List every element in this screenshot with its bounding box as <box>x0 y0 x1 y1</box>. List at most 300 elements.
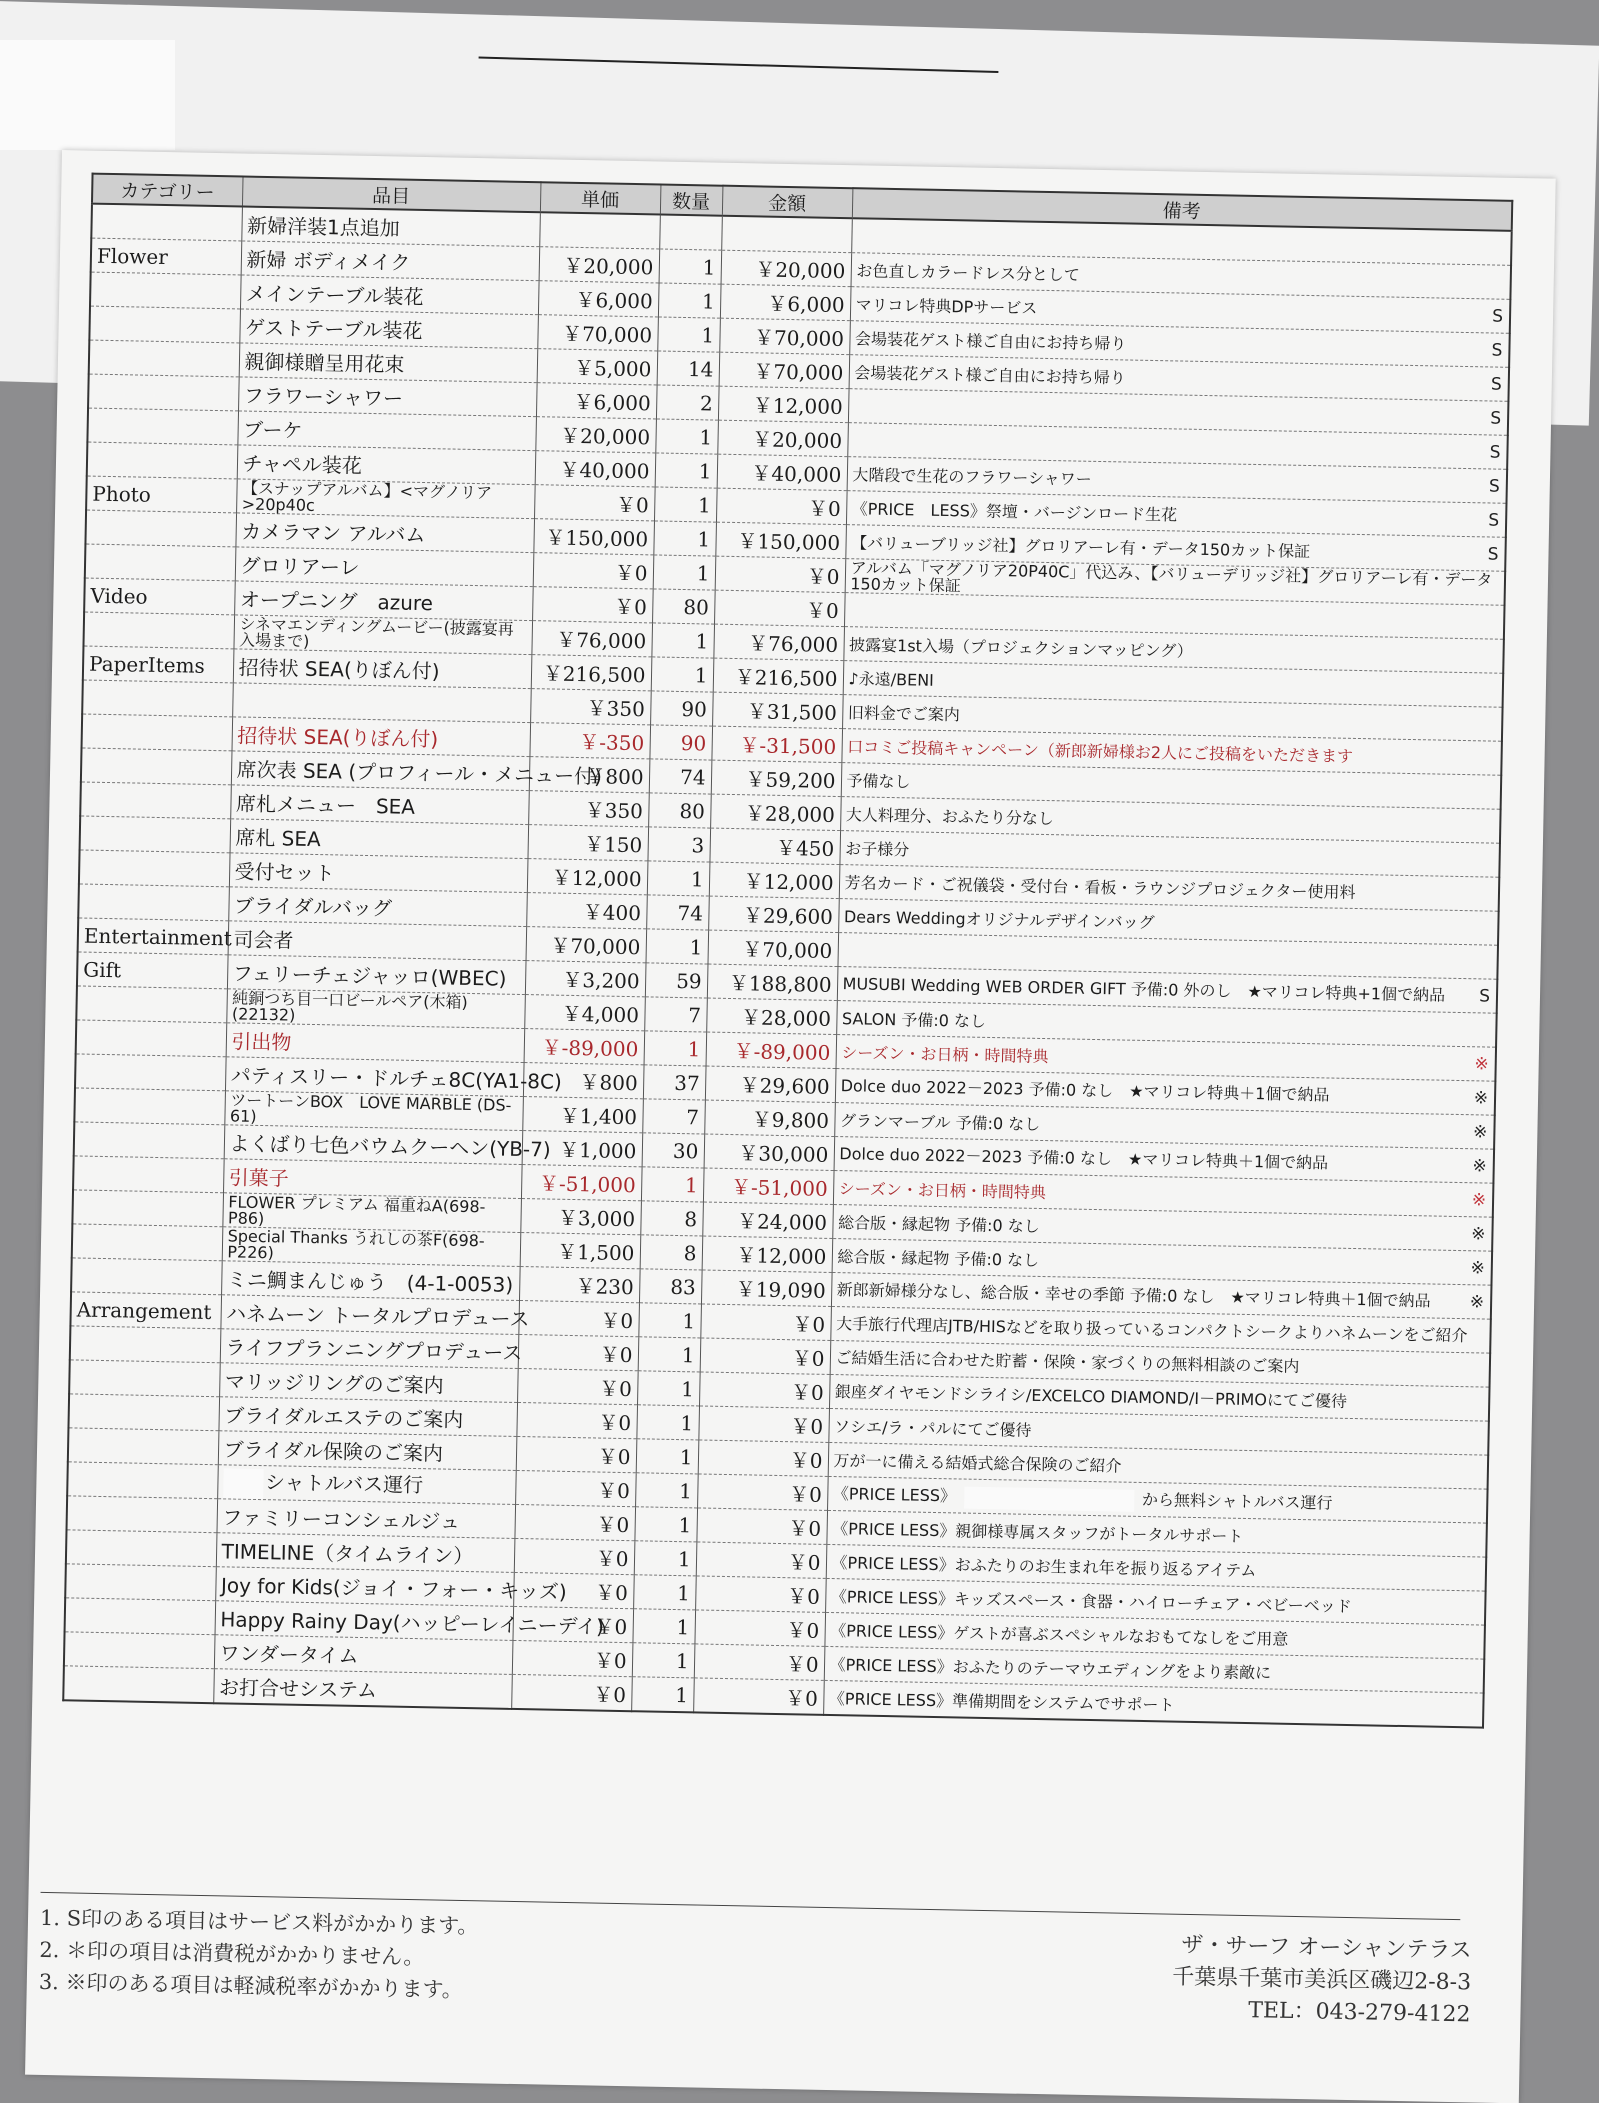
row-note-text: 大手旅行代理店JTB/HISなどを取り扱っているコンパクトシークよりハネムーンをご紹介 <box>835 1313 1468 1345</box>
row-amount: ￥0 <box>698 1406 829 1442</box>
row-item-label: ファミリーコンシェルジュ <box>222 1505 461 1534</box>
reduced-tax-mark: ※ <box>1473 1087 1489 1109</box>
row-quantity: 1 <box>657 317 720 352</box>
row-unit-price: ￥350 <box>528 791 649 827</box>
row-item-label: ツートーンBOX LOVE MARBLE (DS-61) <box>229 1089 512 1126</box>
row-unit-price: ￥4,000 <box>524 995 645 1031</box>
row-quantity: 3 <box>647 827 710 862</box>
row-item <box>215 1601 605 1641</box>
row-category <box>65 1598 216 1635</box>
row-amount: ￥70,000 <box>707 930 838 966</box>
row-unit-price: ￥0 <box>518 1334 639 1370</box>
row-amount: ￥19,090 <box>701 1270 832 1306</box>
row-amount: ￥0 <box>695 1576 826 1612</box>
row-item-label: シャトルバス運行 <box>264 1470 424 1498</box>
row-note-suffix: から無料シャトルバス運行 <box>1141 1490 1333 1513</box>
row-amount: ￥31,500 <box>712 692 843 728</box>
row-item <box>233 615 532 655</box>
row-item <box>236 479 535 519</box>
row-category: Photo <box>86 476 237 513</box>
row-note-text: SALON 予備:0 なし <box>841 1009 987 1031</box>
row-amount: ￥12,000 <box>718 386 849 422</box>
estimate-sheet <box>25 150 1556 2103</box>
row-item-label: マリッジリングのご案内 <box>224 1369 444 1398</box>
row-item <box>232 683 531 723</box>
row-category <box>87 408 238 445</box>
row-amount: ￥0 <box>698 1440 829 1476</box>
row-note-text: 《PRICE LESS》親御様専属スタッフがトータルサポート <box>831 1519 1244 1546</box>
row-note-text <box>857 236 1505 248</box>
row-quantity: 1 <box>632 1643 695 1678</box>
row-note-text: シーズン・お日柄・時間特典 <box>841 1043 1049 1067</box>
row-quantity: 14 <box>657 351 720 386</box>
row-item-label: お打合せシステム <box>218 1675 378 1703</box>
row-quantity: 7 <box>642 1099 705 1134</box>
row-quantity: 1 <box>659 249 722 284</box>
row-item <box>226 1023 525 1063</box>
row-note-text: グランマーブル 予備:0 なし <box>839 1111 1041 1134</box>
row-category <box>76 986 227 1023</box>
row-quantity: 1 <box>655 419 718 454</box>
row-unit-price: ￥1,400 <box>522 1097 643 1133</box>
row-item-label: 新婦 ボディメイク <box>246 247 411 275</box>
header-quantity: 数量 <box>660 184 723 215</box>
row-note-text: Dolce duo 2022－2023 予備:0 なし ★マリコレ特典＋1個で納品 <box>840 1075 1330 1105</box>
row-category <box>67 1496 218 1533</box>
row-item <box>216 1533 515 1573</box>
row-category <box>70 1326 221 1363</box>
row-amount: ￥0 <box>696 1508 827 1544</box>
row-category <box>69 1360 220 1397</box>
row-item-label: チャペル装花 <box>242 451 363 478</box>
row-quantity: 1 <box>635 1473 698 1508</box>
row-amount: ￥12,000 <box>709 862 840 898</box>
row-unit-price: ￥0 <box>515 1470 636 1506</box>
row-note-text: 新郎新婦様分なし、総合版・幸せの季節 予備:0 なし ★マリコレ特典＋1個で納品 <box>836 1279 1431 1310</box>
row-item-label: ワンダータイム <box>219 1641 359 1668</box>
row-item-label: TIMELINE（タイムライン） <box>221 1539 474 1569</box>
row-note-text: Dears Weddingオリジナルデザインバッグ <box>843 907 1155 933</box>
row-unit-price: ￥6,000 <box>536 383 657 419</box>
row-amount: ￥6,000 <box>720 284 851 320</box>
footnote-3: 3. ※印のある項目は軽減税率がかかります。 <box>38 1969 464 2003</box>
row-unit-price: ￥5,000 <box>537 349 658 385</box>
row-category <box>83 612 234 649</box>
row-note-text: 《PRICE LESS》準備期間をシステムでサポート <box>828 1689 1175 1715</box>
row-quantity: 1 <box>653 521 716 556</box>
table-body <box>63 204 1511 1728</box>
row-note-text: ♪永遠/BENI <box>848 669 935 690</box>
row-category <box>87 442 238 479</box>
row-item <box>224 1091 523 1131</box>
row-category: Flower <box>91 238 242 275</box>
row-unit-price: ￥0 <box>534 485 655 521</box>
row-note-text: シーズン・お日柄・時間特典 <box>838 1179 1047 1203</box>
row-category <box>89 340 240 377</box>
row-item-label: グロリアーレ <box>240 553 360 580</box>
row-item-label: 引出物 <box>231 1029 292 1055</box>
row-unit-price: ￥0 <box>516 1402 637 1438</box>
row-quantity: 1 <box>634 1541 697 1576</box>
row-unit-price: ￥150 <box>527 825 648 861</box>
row-item-label: FLOWER プレミアム 福重ねA(698-P86) <box>227 1191 486 1228</box>
row-quantity: 1 <box>647 861 710 896</box>
row-quantity <box>659 214 722 250</box>
row-quantity: 74 <box>646 895 709 930</box>
footnote-1: 1. S印のある項目はサービス料がかかります。 <box>39 1905 479 1939</box>
row-unit-price: ￥0 <box>532 587 653 623</box>
back-sheet-rule <box>479 57 999 74</box>
row-unit-price: ￥800 <box>529 757 650 793</box>
row-category <box>82 680 233 717</box>
row-note-text <box>853 440 1501 452</box>
row-item-label: 招待状 SEA(りぼん付) <box>237 723 439 752</box>
row-unit-price: ￥-350 <box>529 723 650 759</box>
row-note-text: お子様分 <box>845 839 910 860</box>
row-quantity: 90 <box>650 691 713 726</box>
row-item <box>215 1567 567 1607</box>
row-category <box>74 1122 225 1159</box>
reduced-tax-mark: ※ <box>1471 1223 1486 1245</box>
row-amount: ￥-31,500 <box>711 726 842 762</box>
row-quantity: 1 <box>637 1371 700 1406</box>
service-charge-mark: S <box>1489 441 1501 463</box>
row-unit-price: ￥76,000 <box>531 621 652 657</box>
row-item <box>219 1363 518 1403</box>
row-note-text: 会場装花ゲスト様ご自由にお持ち帰り <box>854 329 1127 354</box>
row-unit-price: ￥12,000 <box>527 859 648 895</box>
row-unit-price: ￥40,000 <box>535 451 656 487</box>
row-item <box>222 1227 521 1267</box>
estimate-table <box>62 173 1513 1729</box>
row-note-prefix: 《PRICE LESS》 <box>832 1484 957 1506</box>
row-note-text: 銀座ダイヤモンドシライシ/EXCELCO DIAMOND/I－PRIMOにてご優待 <box>834 1381 1348 1411</box>
row-note-text: 口コミご投稿キャンペーン（新郎新婦様お2人にご投稿をいただきます <box>847 737 1354 766</box>
row-unit-price: ￥1,500 <box>520 1232 641 1268</box>
reduced-tax-mark: ※ <box>1472 1121 1488 1143</box>
row-category <box>85 544 236 581</box>
row-item-label: 引菓子 <box>228 1165 290 1191</box>
row-category <box>75 1054 226 1091</box>
footnotes <box>39 1902 479 2006</box>
row-quantity: 1 <box>633 1575 696 1610</box>
row-item-label: ブライダルエステのご案内 <box>224 1403 464 1432</box>
row-item-label: ブライダルバッグ <box>233 893 393 921</box>
row-item-label: ゲストテーブル装花 <box>244 315 423 343</box>
row-quantity: 1 <box>641 1167 704 1202</box>
row-category: Arrangement <box>70 1292 221 1329</box>
row-quantity: 1 <box>634 1507 697 1542</box>
row-unit-price <box>539 212 660 249</box>
row-quantity: 83 <box>639 1269 702 1304</box>
row-item <box>226 989 525 1029</box>
row-category <box>63 1666 214 1703</box>
row-amount: ￥12,000 <box>702 1236 833 1272</box>
row-unit-price: ￥0 <box>518 1300 639 1336</box>
row-unit-price: ￥20,000 <box>539 247 660 283</box>
row-unit-price: ￥0 <box>517 1368 638 1404</box>
row-category <box>91 204 242 241</box>
row-amount: ￥150,000 <box>715 522 846 558</box>
row-quantity: 8 <box>640 1201 703 1236</box>
row-amount: ￥20,000 <box>717 420 848 456</box>
row-quantity: 1 <box>658 283 721 318</box>
row-item <box>241 241 540 281</box>
row-quantity: 1 <box>654 487 717 522</box>
row-unit-price: ￥0 <box>512 1606 633 1642</box>
row-amount: ￥28,000 <box>706 998 837 1034</box>
reduced-tax-mark: ※ <box>1471 1189 1487 1211</box>
row-category: Video <box>84 578 235 615</box>
row-amount: ￥20,000 <box>721 250 852 286</box>
company-tel: TEL：043-279-4122 <box>1248 1998 1471 2028</box>
reduced-tax-mark: ※ <box>1474 1053 1489 1075</box>
row-note-text: お色直しカラードレス分として <box>856 261 1081 285</box>
row-item-label: ライフプランニングプロデュース <box>225 1335 523 1366</box>
row-note-text <box>843 950 1491 962</box>
row-item-label: 席次表 SEA (プロフィール・メニュー付) <box>236 757 603 789</box>
row-amount: ￥0 <box>700 1338 831 1374</box>
header-item: 品目 <box>242 176 541 212</box>
row-item <box>233 649 532 689</box>
row-item <box>213 1669 512 1709</box>
row-item-label: 受付セット <box>234 859 335 886</box>
row-note-text: 《PRICE LESS》祭壇・バージンロード生花 <box>851 499 1178 525</box>
row-category <box>65 1564 216 1601</box>
row-item-label: 親御様贈呈用花束 <box>244 349 405 377</box>
row-item-label: 司会者 <box>233 927 294 953</box>
row-unit-price: ￥350 <box>530 689 651 725</box>
header-amount: 金額 <box>722 186 853 218</box>
row-note-text: アルバム「マグノリア20P40C」代込み、【バリューデリッジ社】グロリアーレ有・データ150カット保証 <box>850 557 1493 595</box>
row-amount: ￥0 <box>714 590 845 626</box>
row-item <box>235 547 534 587</box>
row-amount: ￥216,500 <box>713 658 844 694</box>
row-note-text: 《PRICE LESS》キッズスペース・食器・ハイローチェア・ベビーベッド <box>830 1587 1352 1617</box>
row-note-text <box>850 610 1498 622</box>
row-item <box>230 819 529 859</box>
row-category <box>78 884 229 921</box>
row-amount: ￥0 <box>697 1474 828 1510</box>
row-note-text <box>854 406 1502 418</box>
row-note-text: 《PRICE LESS》おふたりのお生まれ年を振り返るアイテム <box>831 1553 1257 1581</box>
row-category <box>68 1394 219 1431</box>
row-note-text: 大階段で生花のフラワーシャワー <box>852 465 1092 489</box>
row-amount: ￥188,800 <box>707 964 838 1000</box>
row-quantity: 1 <box>638 1303 701 1338</box>
row-category <box>81 748 232 785</box>
row-category <box>72 1190 223 1227</box>
row-note-text: 《PRICE LESS》おふたりのテーマウエディングをより素敵に <box>829 1655 1272 1683</box>
row-category: Gift <box>77 952 228 989</box>
row-category <box>79 850 230 887</box>
row-amount: ￥70,000 <box>719 318 850 354</box>
reduced-tax-mark: ※ <box>1470 1257 1485 1279</box>
row-note-text: マリコレ特典DPサービス <box>855 295 1038 318</box>
row-note-text: 《PRICE LESS》ゲストが喜ぶスペシャルなおもてなしをご用意 <box>830 1621 1289 1649</box>
row-item <box>220 1329 523 1369</box>
redaction-top-left <box>0 40 175 150</box>
row-item <box>217 1465 516 1505</box>
row-item-label: 【スナップアルバム】<マグノリア>20p40c <box>241 478 493 515</box>
row-unit-price: ￥3,200 <box>525 961 646 997</box>
row-item <box>224 1125 551 1165</box>
row-quantity: 7 <box>644 997 707 1032</box>
row-item-label: 純銅つち目一口ビールペア(木箱)(22132) <box>231 987 468 1025</box>
row-quantity: 80 <box>652 589 715 624</box>
row-category: PaperItems <box>83 646 234 683</box>
row-unit-price: ￥70,000 <box>526 927 647 963</box>
row-item <box>239 309 538 349</box>
row-unit-price: ￥150,000 <box>533 519 654 555</box>
row-note-text: 披露宴1st入場（プロジェクションマッピング） <box>848 635 1193 661</box>
row-category <box>72 1224 223 1261</box>
row-amount: ￥70,000 <box>719 352 850 388</box>
footnote-2: 2. ＊印の項目は消費税がかかりません。 <box>39 1937 425 1970</box>
service-charge-mark: S <box>1492 305 1504 327</box>
row-amount: ￥0 <box>699 1372 830 1408</box>
row-item-label: Joy for Kids(ジョイ・フォー・キッズ) <box>220 1573 567 1604</box>
row-category <box>88 374 239 411</box>
row-item-label: メインテーブル装花 <box>245 281 424 309</box>
row-item <box>229 853 528 893</box>
row-category <box>73 1156 224 1193</box>
row-item <box>241 206 540 246</box>
row-category <box>71 1258 222 1295</box>
row-note-text: 総合版・縁起物 予備:0 なし <box>837 1213 1040 1236</box>
row-item <box>231 717 530 757</box>
service-charge-mark: S <box>1488 475 1501 497</box>
row-amount: ￥29,600 <box>708 896 839 932</box>
row-category <box>90 272 241 309</box>
row-note-text: 芳名カード・ご祝儀袋・受付台・看板・ラウンジプロジェクター使用料 <box>844 873 1356 902</box>
row-item-label: ブーケ <box>242 417 303 443</box>
row-quantity: 1 <box>651 657 714 692</box>
row-category <box>66 1530 217 1567</box>
row-item <box>239 343 538 383</box>
row-category <box>89 306 240 343</box>
row-item <box>230 785 529 825</box>
service-charge-mark: S <box>1490 373 1502 395</box>
row-note-text: 予備なし <box>846 771 911 792</box>
row-unit-price: ￥800 <box>523 1063 644 1099</box>
row-amount: ￥0 <box>694 1610 825 1646</box>
row-note-text: 大人料理分、おふたり分なし <box>845 805 1055 829</box>
row-quantity: 1 <box>636 1405 699 1440</box>
row-item <box>214 1635 513 1675</box>
row-item-label: パティスリー・ドルチェ8C(YA1-8C) <box>230 1063 563 1094</box>
row-quantity: 8 <box>640 1235 703 1270</box>
row-unit-price: ￥70,000 <box>537 315 658 351</box>
row-unit-price: ￥-89,000 <box>524 1029 645 1065</box>
row-quantity: 1 <box>651 623 714 658</box>
row-quantity: 90 <box>649 725 712 760</box>
row-category <box>68 1428 219 1465</box>
row-item <box>216 1499 515 1539</box>
row-unit-price: ￥230 <box>519 1266 640 1302</box>
service-charge-mark: S <box>1479 985 1491 1007</box>
row-quantity: 1 <box>655 453 718 488</box>
reduced-tax-mark: ※ <box>1472 1155 1487 1177</box>
row-item-label: フラワーシャワー <box>243 383 404 411</box>
service-charge-mark: S <box>1488 509 1500 531</box>
row-item-label: カメラマン アルバム <box>240 519 426 548</box>
row-amount: ￥76,000 <box>713 624 844 660</box>
row-category <box>64 1632 215 1669</box>
row-item <box>231 751 603 791</box>
row-note-text: 会場装花ゲスト様ご自由にお持ち帰り <box>854 363 1126 388</box>
row-item-label: Happy Rainy Day(ハッピーレイニーデイ) <box>220 1607 605 1639</box>
row-quantity: 74 <box>649 759 712 794</box>
row-unit-price: ￥0 <box>511 1674 632 1711</box>
row-amount: ￥0 <box>694 1644 825 1680</box>
row-item-label: ハネムーン トータルプロデュース <box>225 1301 530 1332</box>
reduced-tax-mark: ※ <box>1469 1291 1485 1313</box>
row-amount: ￥-89,000 <box>706 1032 837 1068</box>
redaction-block <box>223 1468 264 1499</box>
row-item <box>238 377 537 417</box>
row-item <box>235 513 534 553</box>
row-item <box>220 1295 530 1335</box>
row-item-label: オープニング azure <box>239 587 434 616</box>
row-note-text: MUSUBI Wedding WEB ORDER GIFT 予備:0 外のし ★マリコレ特典+1個で納品 <box>842 973 1446 1005</box>
row-amount: ￥450 <box>709 828 840 864</box>
row-category <box>80 816 231 853</box>
row-unit-price: ￥20,000 <box>535 417 656 453</box>
row-amount: ￥0 <box>700 1304 831 1340</box>
row-unit-price: ￥6,000 <box>538 281 659 317</box>
header-notes: 備考 <box>852 188 1512 231</box>
row-quantity: 1 <box>653 555 716 590</box>
row-unit-price: ￥0 <box>512 1640 633 1676</box>
row-amount: ￥28,000 <box>710 794 841 830</box>
row-amount: ￥24,000 <box>702 1202 833 1238</box>
row-category <box>82 714 233 751</box>
row-item <box>218 1397 517 1437</box>
company-name: ザ・サーフ オーシャンテラス <box>1181 1932 1472 1964</box>
row-category <box>80 782 231 819</box>
row-quantity: 37 <box>643 1065 706 1100</box>
row-quantity: 2 <box>656 385 719 420</box>
row-quantity: 1 <box>638 1337 701 1372</box>
row-quantity: 30 <box>642 1133 705 1168</box>
row-unit-price: ￥1,000 <box>522 1131 643 1167</box>
row-quantity: 80 <box>648 793 711 828</box>
row-item-label: ブライダル保険のご案内 <box>223 1437 444 1466</box>
row-amount: ￥0 <box>693 1678 824 1715</box>
row-item-label: 席札 SEA <box>235 825 321 852</box>
row-item <box>228 887 527 927</box>
row-item <box>240 275 539 315</box>
row-quantity: 1 <box>646 929 709 964</box>
row-amount: ￥-51,000 <box>703 1168 834 1204</box>
row-item-label: シネマエンディングムービー(披露宴再入場まで) <box>238 613 514 651</box>
row-item <box>218 1431 517 1471</box>
row-amount <box>721 216 852 253</box>
row-item-label: Special Thanks うれしの茶F(698-P226) <box>227 1225 485 1262</box>
row-quantity: 1 <box>636 1439 699 1474</box>
row-amount: ￥30,000 <box>704 1134 835 1170</box>
company-block <box>1171 1930 1472 2032</box>
row-note-text: ご結婚生活に合わせた貯蓄・保険・家づくりの無料相談のご案内 <box>835 1347 1300 1376</box>
row-unit-price: ￥0 <box>513 1572 634 1608</box>
row-category: Entertainment <box>78 918 229 955</box>
row-item-label: 招待状 SEA(りぼん付) <box>238 655 440 684</box>
row-unit-price: ￥0 <box>514 1538 635 1574</box>
row-amount: ￥59,200 <box>711 760 842 796</box>
row-note-text: ソシエ/ラ・パルにてご優待 <box>833 1417 1032 1440</box>
row-amount: ￥40,000 <box>717 454 848 490</box>
